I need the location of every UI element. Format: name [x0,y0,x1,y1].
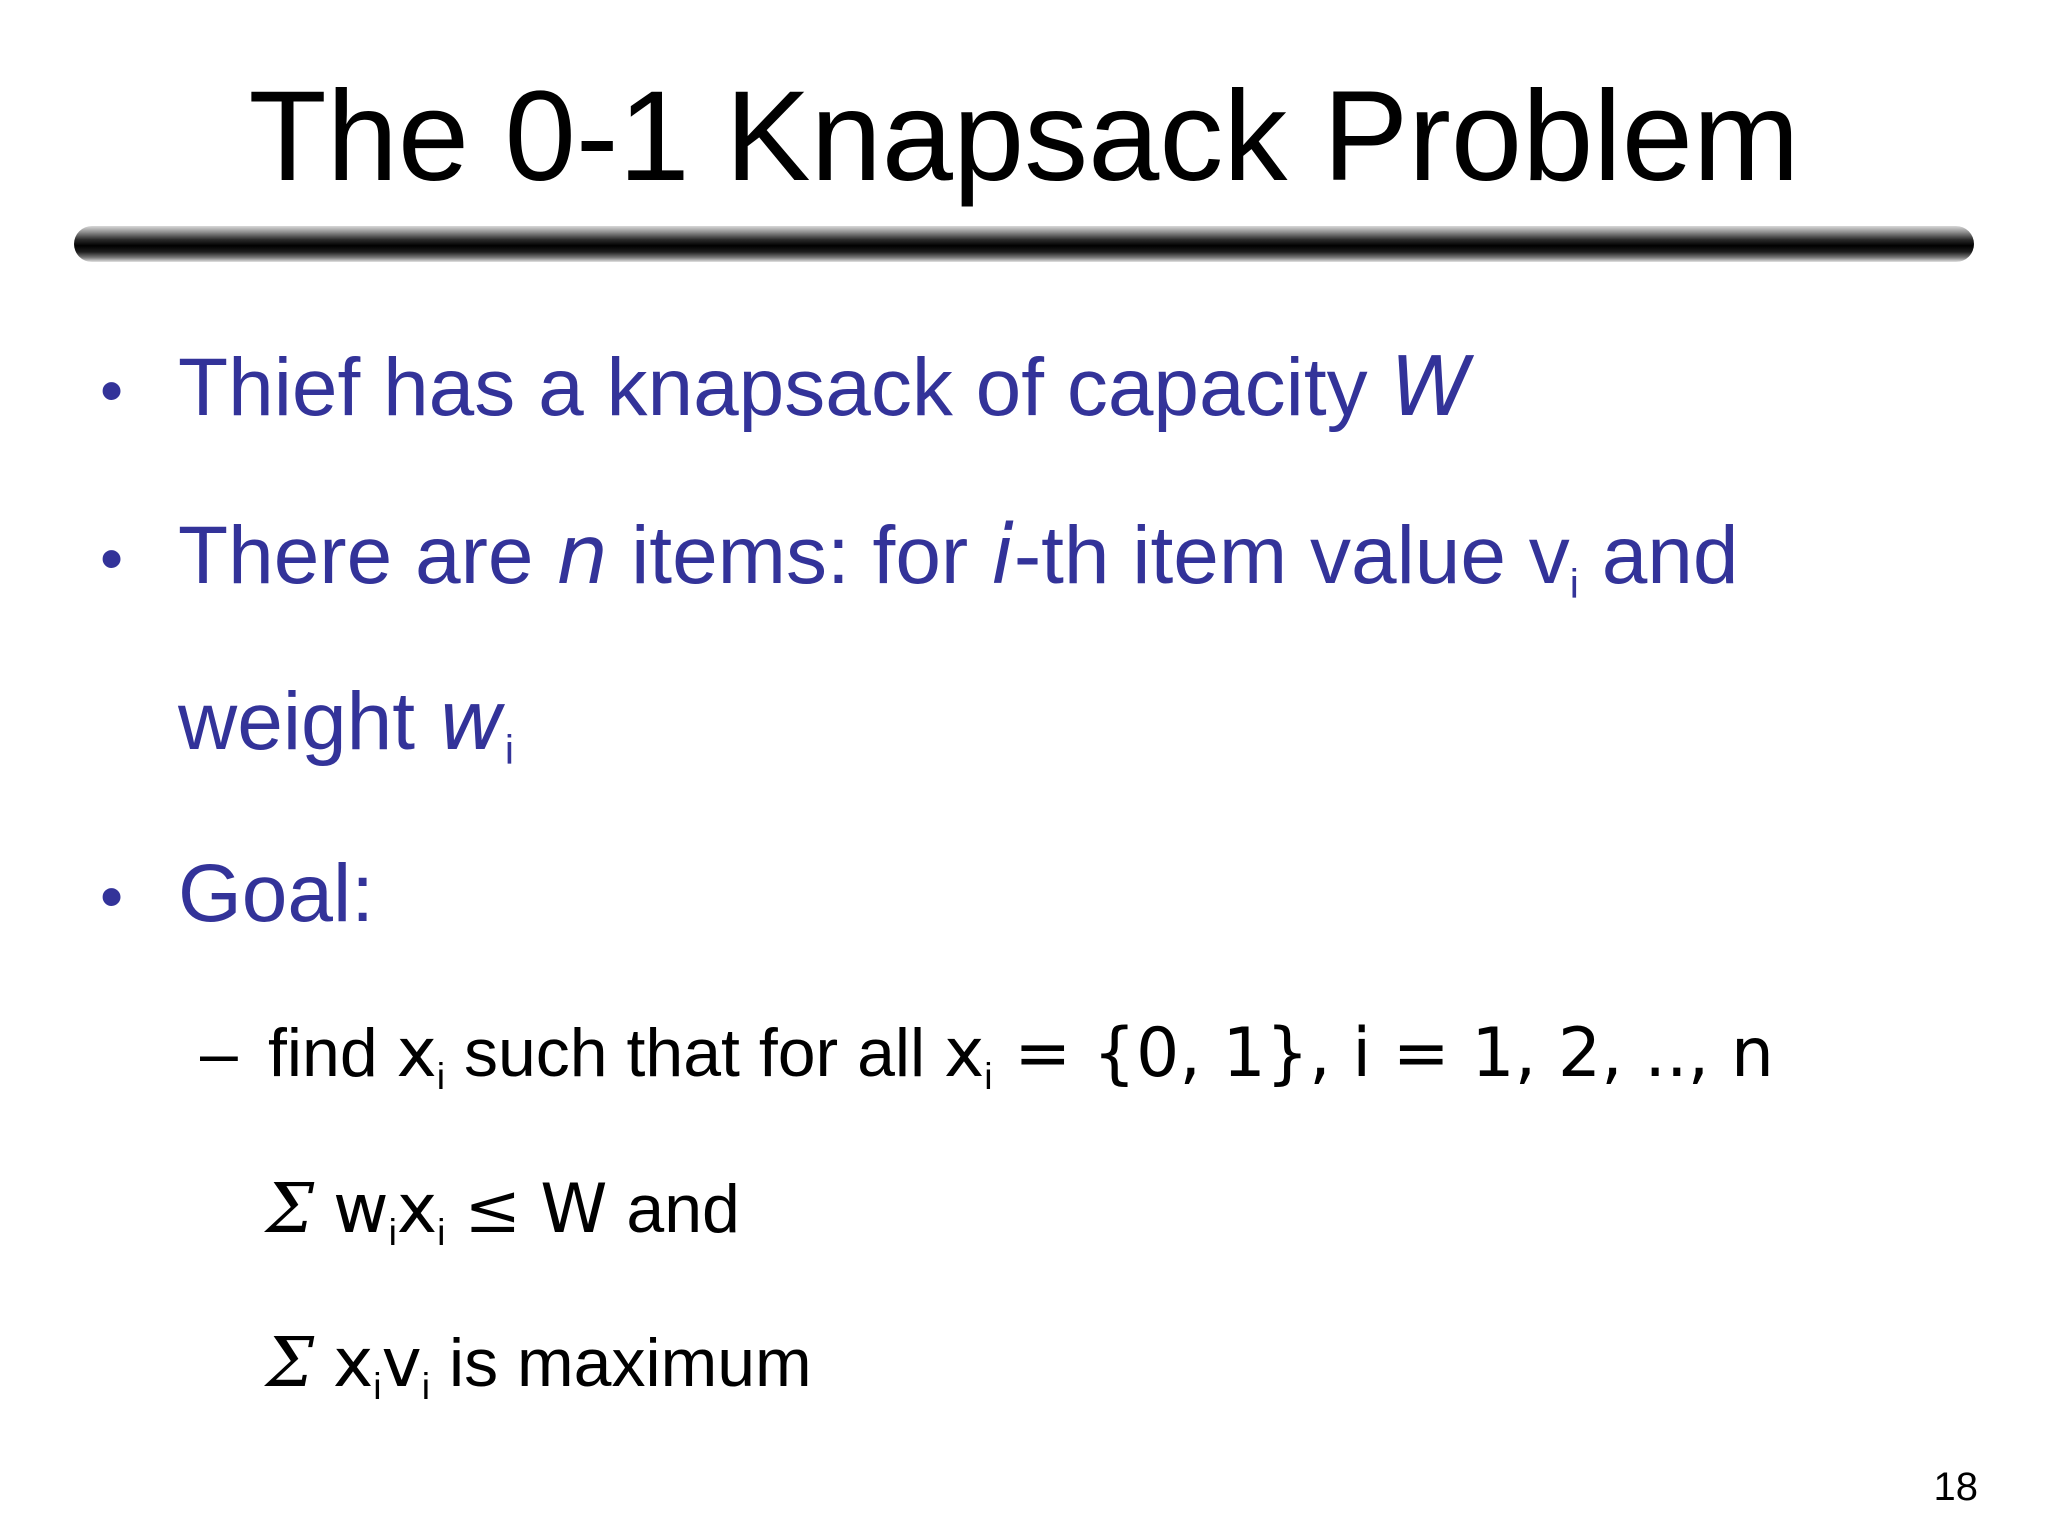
bullet-goal: Goal: [178,848,374,939]
bullet-marker-3: • [100,859,124,933]
objective-v: v [381,1324,422,1403]
objective-x-subscript: i [373,1365,382,1408]
bullet-marker-1: • [100,353,124,427]
bullet-items-text-2: items: for [608,510,992,601]
goal-text-2: such that for all [445,1015,945,1091]
bullet-items-text-4: and [1578,510,1739,601]
constraint-and: and [607,1171,740,1247]
objective-text: is maximum [430,1325,812,1401]
bullet-items-text-3: -th item value v [1013,510,1570,601]
title-divider [74,226,1974,262]
item-index-variable: i [991,508,1014,603]
bullet-items [178,506,1739,633]
goal-domain: = {0, 1}, i = 1, 2, .., n [992,1014,1774,1093]
sigma-symbol-2: Σ [266,1324,315,1403]
constraint-capacity: W [540,1170,608,1249]
constraint-x-subscript: i [437,1211,446,1254]
dash-marker: – [200,1015,238,1091]
objective-x: x [332,1324,374,1403]
bullet-items-text-1: There are [178,510,557,601]
weight-constraint [266,1164,740,1277]
bullet-items-continuation [178,672,514,799]
weight-variable: w [437,674,505,769]
goal-x-variable: x [396,1014,437,1093]
constraint-w: w [332,1170,389,1249]
bullet-capacity-text: Thief has a knapsack of capacity [178,342,1391,433]
leq-symbol: ≤ [464,1170,522,1249]
bullet-marker-2: • [100,521,124,595]
weight-label: weight [178,676,438,767]
objective-v-subscript: i [421,1365,431,1408]
bullet-capacity [178,338,1472,438]
value-subscript: i [1569,560,1579,607]
goal-condition-line [268,1008,1774,1121]
goal-text-1: find [268,1015,397,1091]
slide-title: The 0-1 Knapsack Problem [248,65,1800,208]
constraint-w-subscript: i [388,1211,397,1254]
goal-x-variable-2: x [944,1014,985,1093]
weight-subscript: i [504,726,515,773]
sigma-symbol: Σ [266,1170,315,1249]
objective [266,1318,812,1431]
page-number: 18 [1933,1465,1978,1509]
goal-x-subscript-2: i [984,1055,993,1098]
items-count-variable: n [556,508,609,603]
capacity-variable: W [1390,340,1472,435]
constraint-x: x [396,1170,438,1249]
goal-x-subscript: i [436,1055,446,1098]
